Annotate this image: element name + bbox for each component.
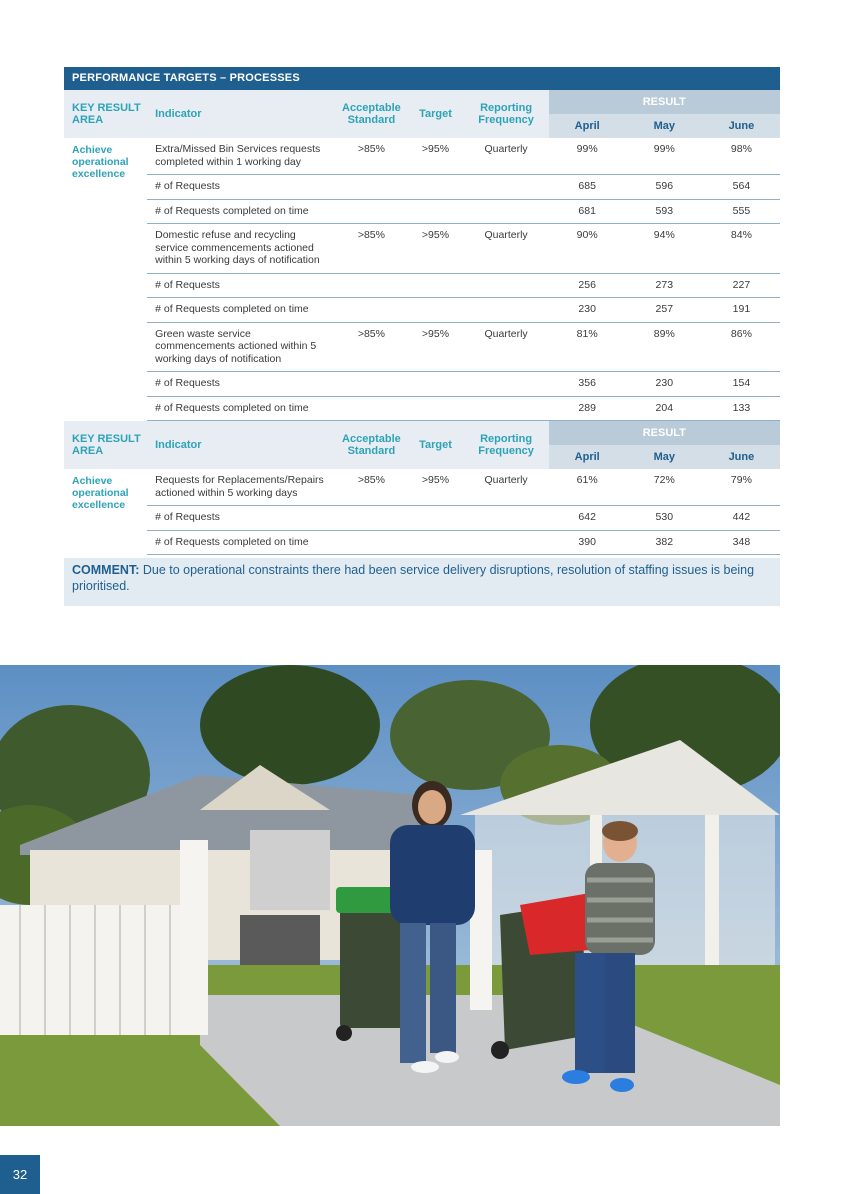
header-result: RESULT (549, 90, 780, 114)
result-may-cell: 593 (626, 199, 703, 224)
target-cell (407, 372, 463, 397)
result-april-cell: 681 (549, 199, 626, 224)
result-april-cell: 61% (549, 469, 626, 506)
table-row (64, 396, 780, 421)
result-may-cell: 530 (626, 506, 703, 531)
target-cell (407, 506, 463, 531)
header-target: Target (407, 421, 463, 470)
performance-table (64, 67, 780, 555)
header-key-result-area: KEY RESULT AREA (64, 421, 147, 470)
table-row (64, 530, 780, 555)
table-section-1 (64, 138, 780, 421)
comment-label: COMMENT: (72, 563, 140, 577)
result-june-cell: 227 (703, 273, 780, 298)
acceptable-standard-cell (335, 273, 407, 298)
header-key-result-area: KEY RESULT AREA (64, 90, 147, 138)
result-june-cell: 86% (703, 322, 780, 372)
result-june-cell: 133 (703, 396, 780, 421)
reporting-frequency-cell (464, 506, 549, 531)
header-acceptable-standard: Acceptable Standard (335, 90, 407, 138)
result-june-cell: 348 (703, 530, 780, 555)
header-month-april: April (549, 114, 626, 138)
target-cell (407, 396, 463, 421)
result-april-cell: 256 (549, 273, 626, 298)
reporting-frequency-cell (464, 175, 549, 200)
key-result-area-cell: Achieve operational excellence (72, 475, 129, 511)
result-june-cell: 191 (703, 298, 780, 323)
table-row (64, 224, 780, 274)
result-may-cell: 273 (626, 273, 703, 298)
acceptable-standard-cell: >85% (335, 138, 407, 175)
reporting-frequency-cell (464, 273, 549, 298)
header-indicator: Indicator (147, 421, 335, 470)
performance-grid (64, 90, 780, 555)
result-june-cell: 84% (703, 224, 780, 274)
acceptable-standard-cell (335, 372, 407, 397)
comment-text: Due to operational constraints there had been service delivery disruptions, resolution of staffing issues is being prioritised. (72, 563, 755, 593)
result-april-cell: 289 (549, 396, 626, 421)
header-month-june: June (703, 114, 780, 138)
indicator-cell: # of Requests (147, 273, 335, 298)
header-month-april: April (549, 445, 626, 469)
result-may-cell: 94% (626, 224, 703, 274)
target-cell (407, 199, 463, 224)
table-row (64, 175, 780, 200)
result-april-cell: 81% (549, 322, 626, 372)
acceptable-standard-cell: >85% (335, 224, 407, 274)
result-april-cell: 356 (549, 372, 626, 397)
target-cell: >95% (407, 469, 463, 506)
result-april-cell: 99% (549, 138, 626, 175)
indicator-cell: Extra/Missed Bin Services requests completed within 1 working day (147, 138, 335, 175)
header-result: RESULT (549, 421, 780, 446)
acceptable-standard-cell (335, 199, 407, 224)
table-header-2 (64, 421, 780, 470)
reporting-frequency-cell: Quarterly (464, 469, 549, 506)
reporting-frequency-cell: Quarterly (464, 224, 549, 274)
indicator-cell: Domestic refuse and recycling service commencements actioned within 5 working days of notification (147, 224, 335, 274)
acceptable-standard-cell (335, 298, 407, 323)
acceptable-standard-cell: >85% (335, 322, 407, 372)
result-june-cell: 555 (703, 199, 780, 224)
table-row (64, 138, 780, 175)
acceptable-standard-cell: >85% (335, 469, 407, 506)
indicator-cell: # of Requests (147, 506, 335, 531)
indicator-cell: # of Requests (147, 372, 335, 397)
reporting-frequency-cell: Quarterly (464, 322, 549, 372)
table-row (64, 469, 780, 506)
result-may-cell: 72% (626, 469, 703, 506)
indicator-cell: # of Requests completed on time (147, 530, 335, 555)
result-april-cell: 90% (549, 224, 626, 274)
result-april-cell: 230 (549, 298, 626, 323)
table-row (64, 322, 780, 372)
indicator-cell: # of Requests completed on time (147, 396, 335, 421)
table-section-2 (64, 469, 780, 555)
header-month-june: June (703, 445, 780, 469)
result-april-cell: 685 (549, 175, 626, 200)
result-april-cell: 390 (549, 530, 626, 555)
result-june-cell: 442 (703, 506, 780, 531)
table-row (64, 273, 780, 298)
table-row (64, 506, 780, 531)
header-target: Target (407, 90, 463, 138)
reporting-frequency-cell (464, 530, 549, 555)
table-row (64, 372, 780, 397)
indicator-cell: Green waste service commencements actioned within 5 working days of notification (147, 322, 335, 372)
reporting-frequency-cell (464, 396, 549, 421)
result-may-cell: 89% (626, 322, 703, 372)
header-reporting-frequency: Reporting Frequency (464, 90, 549, 138)
acceptable-standard-cell (335, 396, 407, 421)
reporting-frequency-cell (464, 199, 549, 224)
result-may-cell: 204 (626, 396, 703, 421)
header-month-may: May (626, 445, 703, 469)
target-cell: >95% (407, 322, 463, 372)
key-result-area-cell: Achieve operational excellence (72, 144, 129, 180)
result-june-cell: 79% (703, 469, 780, 506)
indicator-cell: # of Requests completed on time (147, 199, 335, 224)
result-may-cell: 257 (626, 298, 703, 323)
table-row (64, 298, 780, 323)
acceptable-standard-cell (335, 530, 407, 555)
result-june-cell: 564 (703, 175, 780, 200)
target-cell (407, 298, 463, 323)
header-reporting-frequency: Reporting Frequency (464, 421, 549, 470)
table-header-1 (64, 90, 780, 138)
result-may-cell: 230 (626, 372, 703, 397)
indicator-cell: Requests for Replacements/Repairs actioned within 5 working days (147, 469, 335, 506)
comment-box (64, 558, 780, 606)
target-cell: >95% (407, 138, 463, 175)
reporting-frequency-cell: Quarterly (464, 138, 549, 175)
table-title: PERFORMANCE TARGETS – PROCESSES (64, 67, 780, 90)
photo-illustration (0, 665, 780, 1126)
result-may-cell: 99% (626, 138, 703, 175)
result-may-cell: 596 (626, 175, 703, 200)
header-acceptable-standard: Acceptable Standard (335, 421, 407, 470)
header-indicator: Indicator (147, 90, 335, 138)
result-june-cell: 98% (703, 138, 780, 175)
indicator-cell: # of Requests (147, 175, 335, 200)
result-april-cell: 642 (549, 506, 626, 531)
residents-with-bins-photo (0, 665, 780, 1126)
header-month-may: May (626, 114, 703, 138)
indicator-cell: # of Requests completed on time (147, 298, 335, 323)
page-number: 32 (0, 1155, 40, 1194)
result-may-cell: 382 (626, 530, 703, 555)
target-cell: >95% (407, 224, 463, 274)
result-june-cell: 154 (703, 372, 780, 397)
reporting-frequency-cell (464, 298, 549, 323)
acceptable-standard-cell (335, 175, 407, 200)
table-row (64, 199, 780, 224)
acceptable-standard-cell (335, 506, 407, 531)
target-cell (407, 530, 463, 555)
reporting-frequency-cell (464, 372, 549, 397)
target-cell (407, 273, 463, 298)
target-cell (407, 175, 463, 200)
